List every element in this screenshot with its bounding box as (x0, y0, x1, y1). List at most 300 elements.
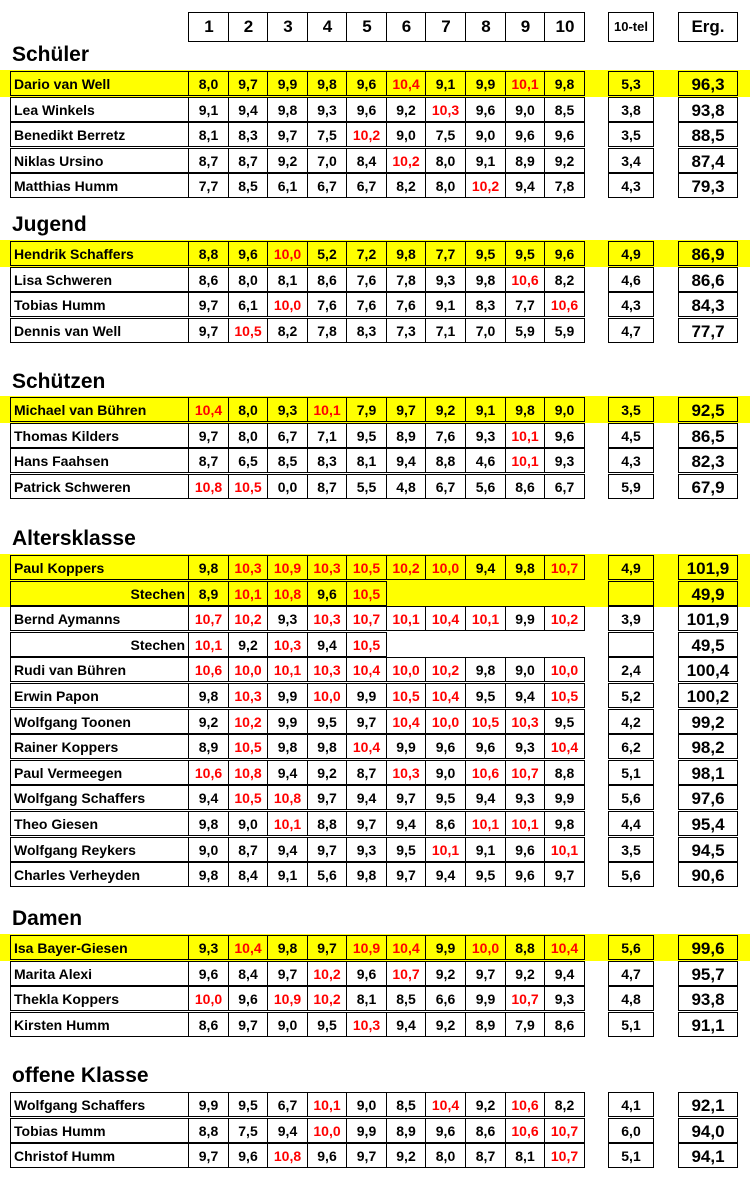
shot-score: 8,9 (386, 423, 426, 448)
shot-score: 9,4 (188, 785, 229, 810)
shot-score: 10,1 (307, 397, 347, 422)
shot-score: 10,1 (307, 1092, 347, 1117)
shot-score (386, 632, 426, 657)
shot-score: 7,6 (386, 292, 426, 317)
shot-score: 9,6 (505, 862, 545, 887)
shot-score: 9,6 (425, 1118, 466, 1143)
shooter-name: Wolfgang Schaffers (10, 785, 189, 810)
total-result: 86,5 (678, 423, 738, 448)
shot-score: 9,7 (386, 397, 426, 422)
shooter-name: Wolfgang Toonen (10, 709, 189, 734)
shot-score: 9,6 (544, 423, 585, 448)
shot-header-cell: 10 (555, 17, 575, 36)
table-row (0, 862, 750, 887)
total-result: 87,4 (678, 148, 738, 173)
shooter-name: Hans Faahsen (10, 448, 189, 473)
table-row (0, 97, 750, 122)
shot-score: 9,4 (267, 837, 308, 862)
shot-score: 7,9 (346, 397, 387, 422)
shot-score: 9,6 (228, 1143, 268, 1168)
shot-score: 10,8 (267, 581, 308, 606)
shot-score (465, 581, 506, 606)
header-divider (346, 13, 347, 41)
shooter-name: Thomas Kilders (10, 423, 189, 448)
shot-score: 9,2 (307, 760, 347, 785)
shot-score: 9,7 (465, 961, 506, 986)
shot-score: 5,9 (505, 318, 545, 343)
shot-score: 8,7 (188, 448, 229, 473)
tenth-header-label: 10-tel (614, 19, 648, 34)
shot-score: 9,8 (267, 734, 308, 759)
total-result: 99,2 (678, 709, 738, 734)
shot-score: 10,8 (188, 474, 229, 499)
table-row (0, 961, 750, 986)
shot-score: 8,0 (188, 71, 229, 96)
shot-score: 10,5 (346, 581, 387, 606)
header-divider (228, 13, 229, 41)
shot-score: 9,9 (346, 683, 387, 708)
total-result: 95,4 (678, 811, 738, 836)
shooter-name: Paul Vermeegen (10, 760, 189, 785)
shot-score: 9,9 (465, 986, 506, 1011)
shot-score: 8,7 (307, 474, 347, 499)
shot-score: 9,8 (505, 397, 545, 422)
shot-score: 10,7 (386, 961, 426, 986)
shooter-name: Matthias Humm (10, 173, 189, 198)
shot-score: 10,7 (544, 555, 585, 580)
tenth-count: 3,9 (608, 606, 654, 631)
shot-score: 10,2 (386, 148, 426, 173)
tiebreak-label: Stechen (10, 632, 189, 657)
shot-header-cell: 7 (441, 17, 451, 36)
shot-score: 7,1 (307, 423, 347, 448)
shooter-name: Christof Humm (10, 1143, 189, 1168)
shot-score: 10,0 (267, 292, 308, 317)
shot-score: 9,6 (544, 241, 585, 266)
table-row (0, 148, 750, 173)
shot-score: 9,0 (188, 837, 229, 862)
shot-score: 9,4 (505, 173, 545, 198)
shot-score: 9,0 (425, 760, 466, 785)
shot-score: 9,7 (307, 935, 347, 960)
shot-score: 9,8 (544, 811, 585, 836)
shot-score: 9,4 (307, 632, 347, 657)
tenth-count: 6,2 (608, 734, 654, 759)
shot-score: 10,4 (346, 657, 387, 682)
shot-score: 10,3 (505, 709, 545, 734)
shot-score: 10,6 (544, 292, 585, 317)
shot-score: 10,1 (386, 606, 426, 631)
shot-score: 9,7 (346, 811, 387, 836)
shot-score: 10,1 (505, 448, 545, 473)
tenth-count: 2,4 (608, 657, 654, 682)
shot-score: 8,1 (346, 986, 387, 1011)
table-row (0, 122, 750, 147)
tenth-count: 5,1 (608, 1012, 654, 1037)
shot-score: 9,1 (465, 397, 506, 422)
shot-score: 8,2 (386, 173, 426, 198)
shot-score: 6,7 (267, 1092, 308, 1117)
shot-score: 7,6 (346, 292, 387, 317)
table-row (0, 657, 750, 682)
shot-score: 5,9 (544, 318, 585, 343)
shot-score: 7,5 (425, 122, 466, 147)
shot-score: 9,1 (188, 97, 229, 122)
shot-score: 10,5 (228, 734, 268, 759)
table-row (0, 448, 750, 473)
shot-score: 9,0 (465, 122, 506, 147)
shot-score: 10,3 (228, 683, 268, 708)
shot-score: 7,5 (307, 122, 347, 147)
shot-score: 9,4 (386, 1012, 426, 1037)
tenth-count: 3,5 (608, 122, 654, 147)
shot-header-cell: 4 (322, 17, 333, 36)
shot-score: 9,5 (307, 709, 347, 734)
shot-score: 8,1 (188, 122, 229, 147)
shot-score: 9,2 (544, 148, 585, 173)
tenth-count: 4,9 (608, 241, 654, 266)
shot-score: 9,7 (188, 1143, 229, 1168)
tenth-count: 4,7 (608, 961, 654, 986)
shot-score: 9,8 (544, 71, 585, 96)
total-result: 93,8 (678, 97, 738, 122)
total-result: 77,7 (678, 318, 738, 343)
shot-score: 9,9 (267, 709, 308, 734)
shot-score: 9,8 (267, 935, 308, 960)
tenth-count: 4,4 (608, 811, 654, 836)
shot-score (425, 632, 466, 657)
shot-header-cell: 2 (243, 17, 254, 36)
total-result: 101,9 (678, 555, 738, 580)
shot-score: 7,8 (307, 318, 347, 343)
shot-score: 9,0 (267, 1012, 308, 1037)
table-row (0, 555, 750, 580)
shot-score: 9,9 (386, 734, 426, 759)
shot-score: 10,0 (425, 555, 466, 580)
shot-score (544, 581, 585, 606)
shot-score: 8,3 (228, 122, 268, 147)
shot-score: 6,7 (346, 173, 387, 198)
shot-score: 9,9 (267, 683, 308, 708)
shot-score: 10,6 (188, 657, 229, 682)
total-result: 100,2 (678, 683, 738, 708)
shot-score: 9,9 (267, 71, 308, 96)
shot-score: 8,6 (425, 811, 466, 836)
tenth-count: 5,9 (608, 474, 654, 499)
shot-score: 9,3 (505, 785, 545, 810)
shot-score: 8,8 (188, 1118, 229, 1143)
shooter-name: Patrick Schweren (10, 474, 189, 499)
shot-score: 9,4 (505, 683, 545, 708)
shot-score: 9,8 (307, 734, 347, 759)
shot-score: 8,7 (465, 1143, 506, 1168)
shot-score: 10,7 (505, 760, 545, 785)
total-result: 67,9 (678, 474, 738, 499)
shot-score: 10,4 (544, 935, 585, 960)
shot-score: 8,9 (188, 581, 229, 606)
shooter-name: Hendrik Schaffers (10, 241, 189, 266)
header-divider (267, 13, 268, 41)
shot-score: 8,8 (188, 241, 229, 266)
shot-score: 10,7 (188, 606, 229, 631)
shot-score: 10,0 (386, 657, 426, 682)
shot-score: 8,5 (228, 173, 268, 198)
total-result: 96,3 (678, 71, 738, 96)
shot-score: 9,9 (188, 1092, 229, 1117)
shot-score: 9,2 (386, 97, 426, 122)
shot-score: 10,5 (228, 318, 268, 343)
shot-score: 10,3 (425, 97, 466, 122)
tenth-count: 3,8 (608, 97, 654, 122)
shot-score: 10,0 (188, 986, 229, 1011)
shooter-name: Thekla Koppers (10, 986, 189, 1011)
shot-score: 8,8 (505, 935, 545, 960)
shot-score: 10,0 (228, 657, 268, 682)
shot-score: 9,1 (267, 862, 308, 887)
shot-score: 10,0 (425, 709, 466, 734)
section-title: Damen (12, 907, 83, 930)
shot-score: 9,8 (307, 71, 347, 96)
shot-score: 10,9 (267, 986, 308, 1011)
tiebreak-label: Stechen (10, 581, 189, 606)
shot-score: 10,1 (544, 837, 585, 862)
shot-score: 9,6 (346, 961, 387, 986)
shot-score: 9,7 (544, 862, 585, 887)
section-title: Schüler (12, 43, 90, 66)
table-row (0, 71, 750, 96)
shot-score: 10,4 (386, 935, 426, 960)
table-row (0, 1012, 750, 1037)
shot-score: 6,7 (267, 423, 308, 448)
shot-score: 7,9 (505, 1012, 545, 1037)
header-divider (425, 13, 426, 41)
shot-score: 10,4 (346, 734, 387, 759)
shot-score: 9,5 (228, 1092, 268, 1117)
shot-score: 7,6 (307, 292, 347, 317)
shot-score: 8,4 (228, 862, 268, 887)
table-row (0, 683, 750, 708)
total-result: 49,9 (678, 581, 738, 606)
shot-score: 9,2 (188, 709, 229, 734)
shot-score: 9,0 (505, 657, 545, 682)
shot-score: 9,7 (307, 785, 347, 810)
shot-score: 9,3 (465, 423, 506, 448)
shot-score: 9,2 (228, 632, 268, 657)
shot-score: 7,0 (465, 318, 506, 343)
shot-score: 9,3 (505, 734, 545, 759)
shooter-name: Niklas Ursino (10, 148, 189, 173)
shot-score: 10,2 (346, 122, 387, 147)
shot-score: 8,1 (346, 448, 387, 473)
shot-score: 9,6 (346, 71, 387, 96)
tenth-count (608, 581, 654, 606)
shot-score: 7,8 (544, 173, 585, 198)
shot-score: 9,7 (267, 122, 308, 147)
shot-score: 9,9 (544, 785, 585, 810)
shot-score: 9,3 (425, 267, 466, 292)
shot-score: 9,7 (228, 71, 268, 96)
tenth-count: 5,1 (608, 1143, 654, 1168)
tenth-count: 4,6 (608, 267, 654, 292)
header-divider (505, 13, 506, 41)
table-row (0, 760, 750, 785)
tenth-count: 4,3 (608, 173, 654, 198)
shot-score: 9,4 (267, 760, 308, 785)
table-row (0, 785, 750, 810)
shot-score: 9,6 (228, 986, 268, 1011)
shot-score: 9,5 (465, 241, 506, 266)
shooter-name: Wolfgang Reykers (10, 837, 189, 862)
shot-score (505, 632, 545, 657)
shot-score: 9,7 (228, 1012, 268, 1037)
table-row (0, 173, 750, 198)
shot-score: 6,7 (425, 474, 466, 499)
shot-score: 9,9 (465, 71, 506, 96)
shooter-name: Charles Verheyden (10, 862, 189, 887)
table-row (0, 241, 750, 266)
shot-score: 9,7 (386, 862, 426, 887)
shot-score: 8,0 (425, 1143, 466, 1168)
total-result: 49,5 (678, 632, 738, 657)
shooter-name: Lea Winkels (10, 97, 189, 122)
shot-score: 10,4 (425, 683, 466, 708)
shot-score: 9,5 (465, 683, 506, 708)
shot-score: 10,1 (425, 837, 466, 862)
total-result: 98,1 (678, 760, 738, 785)
shot-score: 8,5 (386, 986, 426, 1011)
shot-score: 6,1 (228, 292, 268, 317)
shot-header-cell: 5 (362, 17, 372, 36)
shot-score: 9,5 (386, 837, 426, 862)
shot-score: 8,8 (544, 760, 585, 785)
shot-header-cell: 8 (481, 17, 491, 36)
shot-score: 9,3 (267, 397, 308, 422)
table-row (0, 606, 750, 631)
shot-score: 9,7 (346, 709, 387, 734)
tenth-count: 5,6 (608, 785, 654, 810)
shot-score: 6,1 (267, 173, 308, 198)
shot-score: 8,5 (386, 1092, 426, 1117)
shot-score: 8,0 (425, 148, 466, 173)
shot-score: 10,6 (188, 760, 229, 785)
table-row (0, 292, 750, 317)
total-result: 94,0 (678, 1118, 738, 1143)
shot-score: 7,6 (425, 423, 466, 448)
shot-score: 10,3 (228, 555, 268, 580)
shot-score: 5,6 (465, 474, 506, 499)
shot-score: 10,0 (307, 1118, 347, 1143)
total-result: 92,5 (678, 397, 738, 422)
shot-score: 10,6 (505, 1118, 545, 1143)
total-result: 88,5 (678, 122, 738, 147)
table-row (0, 318, 750, 343)
shot-score: 8,0 (425, 173, 466, 198)
shot-score: 6,6 (425, 986, 466, 1011)
shot-score: 8,2 (544, 1092, 585, 1117)
shot-score: 10,1 (267, 657, 308, 682)
shot-score: 8,5 (267, 448, 308, 473)
table-row (0, 935, 750, 960)
shot-score: 9,8 (386, 241, 426, 266)
shot-score: 9,8 (505, 555, 545, 580)
shot-score: 10,0 (544, 657, 585, 682)
shot-score: 9,4 (386, 811, 426, 836)
shot-score: 10,2 (544, 606, 585, 631)
shot-score: 10,6 (505, 267, 545, 292)
shot-score: 9,1 (425, 71, 466, 96)
table-row (0, 581, 750, 606)
shooter-name: Lisa Schweren (10, 267, 189, 292)
shooter-name: Bernd Aymanns (10, 606, 189, 631)
table-row (0, 709, 750, 734)
shot-score: 8,7 (346, 760, 387, 785)
shot-score: 9,5 (346, 423, 387, 448)
shot-score: 10,4 (425, 606, 466, 631)
shot-score: 8,8 (425, 448, 466, 473)
shot-score: 10,0 (465, 935, 506, 960)
shot-score: 9,2 (425, 961, 466, 986)
shot-score: 7,6 (346, 267, 387, 292)
tenth-count: 4,7 (608, 318, 654, 343)
section-title: Jugend (12, 213, 87, 236)
shot-score: 10,3 (346, 1012, 387, 1037)
shot-score: 9,2 (425, 397, 466, 422)
shot-score: 9,6 (544, 122, 585, 147)
shot-score: 9,8 (188, 555, 229, 580)
table-row (0, 397, 750, 422)
shooter-name: Rainer Koppers (10, 734, 189, 759)
shot-score: 10,5 (346, 632, 387, 657)
shot-score: 8,7 (228, 837, 268, 862)
shooter-name: Dario van Well (10, 71, 189, 96)
shooter-name: Theo Giesen (10, 811, 189, 836)
shot-score: 10,9 (267, 555, 308, 580)
shot-score: 8,6 (307, 267, 347, 292)
shooter-name: Dennis van Well (10, 318, 189, 343)
shot-score: 9,8 (465, 657, 506, 682)
shot-score: 7,5 (228, 1118, 268, 1143)
header-divider (465, 13, 466, 41)
shot-score: 8,4 (346, 148, 387, 173)
shot-score: 10,5 (346, 555, 387, 580)
shot-header-cell: 6 (401, 17, 412, 36)
shot-score: 10,5 (386, 683, 426, 708)
shot-score: 9,7 (188, 318, 229, 343)
shot-score: 10,3 (307, 606, 347, 631)
shot-score (465, 632, 506, 657)
shot-score: 10,7 (544, 1118, 585, 1143)
shot-score: 10,2 (307, 986, 347, 1011)
shot-score: 8,1 (505, 1143, 545, 1168)
shot-score: 6,5 (228, 448, 268, 473)
total-result: 92,1 (678, 1092, 738, 1117)
tenth-count: 3,4 (608, 148, 654, 173)
tenth-count: 5,1 (608, 760, 654, 785)
shot-score: 10,4 (386, 709, 426, 734)
shot-score: 9,7 (346, 1143, 387, 1168)
shot-score: 9,6 (505, 122, 545, 147)
shot-score: 9,3 (307, 97, 347, 122)
shot-score: 8,0 (228, 397, 268, 422)
shot-score: 10,3 (386, 760, 426, 785)
shot-score: 8,6 (188, 1012, 229, 1037)
shot-score: 9,0 (505, 97, 545, 122)
shot-score: 10,8 (228, 760, 268, 785)
total-result: 101,9 (678, 606, 738, 631)
shot-score: 10,4 (188, 397, 229, 422)
table-row (0, 267, 750, 292)
shot-score: 10,2 (425, 657, 466, 682)
